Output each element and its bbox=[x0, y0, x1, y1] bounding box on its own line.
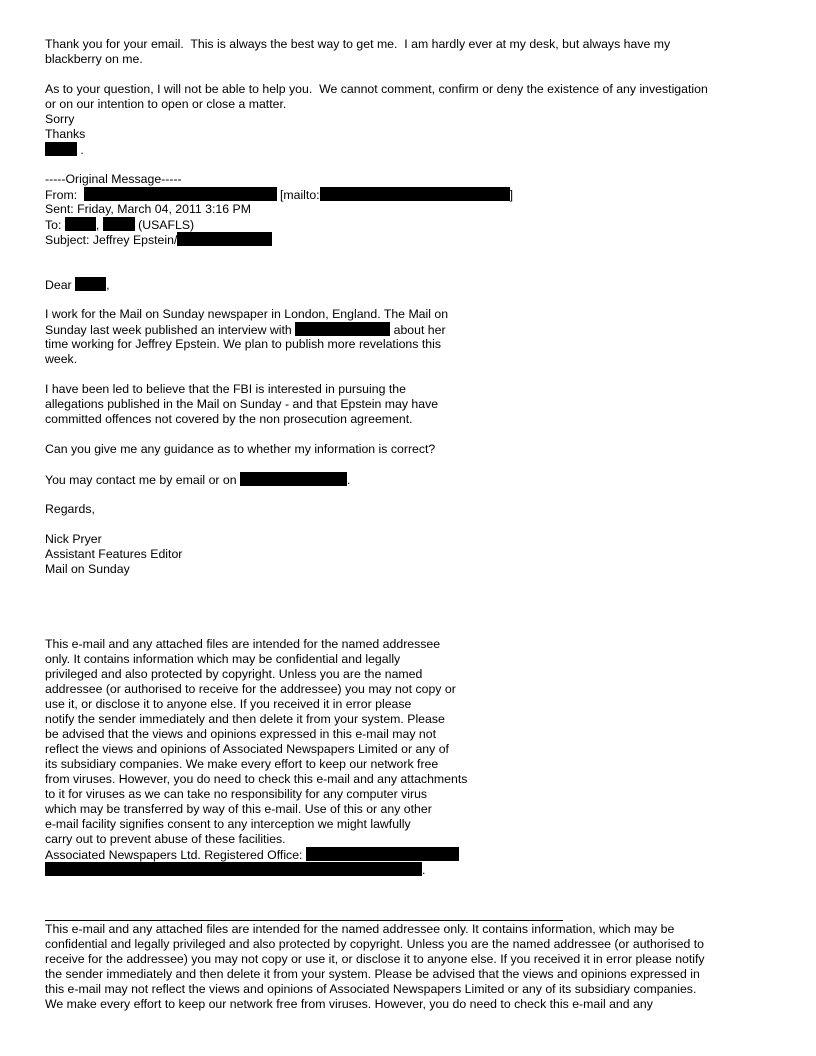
signature-name: Nick Pryer bbox=[45, 532, 102, 546]
disclaimer-line: carry out to prevent abuse of these facilities. bbox=[45, 832, 286, 846]
disclaimer-line: use it, or disclose it to anyone else. If you received it in error please bbox=[45, 697, 412, 711]
body-regards: Regards, bbox=[45, 502, 95, 516]
redaction-box bbox=[240, 472, 347, 486]
disclaimer2-line: This e-mail and any attached files are intended for the named addressee only. It contains information, which may be bbox=[45, 922, 675, 936]
redaction-box bbox=[75, 277, 106, 291]
disclaimer2-line: this e-mail may not reflect the views and opinions of Associated Newspapers Limited or any of its subsidiary companies. bbox=[45, 982, 697, 996]
body-paragraph-line: committed offences not covered by the non prosecution agreement. bbox=[45, 412, 413, 426]
disclaimer-line: notify the sender immediately and then delete it from your system. Please bbox=[45, 712, 445, 726]
disclaimer-line: This e-mail and any attached files are intended for the named addressee bbox=[45, 637, 441, 651]
disclaimer2-line: confidential and legally privileged and also protected by copyright. Unless you are the named addressee (or authorised to bbox=[45, 937, 704, 951]
body-paragraph-line: Sunday last week published an interview with about her bbox=[45, 323, 446, 337]
signature-publication: Mail on Sunday bbox=[45, 562, 130, 576]
disclaimer-line: addressee (or authorised to receive for the addressee) you may not copy or bbox=[45, 682, 456, 696]
body-paragraph-line: time working for Jeffrey Epstein. We plan to publish more revelations this bbox=[45, 337, 441, 351]
to-line: To: , (USAFLS) bbox=[45, 218, 195, 232]
reply-thanks: Thanks bbox=[45, 127, 86, 141]
disclaimer-line: from viruses. However, you do need to check this e-mail and any attachments bbox=[45, 772, 468, 786]
redaction-box bbox=[65, 217, 96, 231]
reply-line: Thank you for your email. This is always the best way to get me. I am hardly ever at my desk, but always have my bbox=[45, 37, 671, 51]
sent-line: Sent: Friday, March 04, 2011 3:16 PM bbox=[45, 202, 251, 216]
reply-sorry: Sorry bbox=[45, 112, 75, 126]
disclaimer-line: reflect the views and opinions of Associated Newspapers Limited or any of bbox=[45, 742, 449, 756]
body-question: Can you give me any guidance as to whether my information is correct? bbox=[45, 442, 436, 456]
disclaimer-line: its subsidiary companies. We make every effort to keep our network free bbox=[45, 757, 439, 771]
redaction-box bbox=[45, 862, 422, 876]
disclaimer-line: to it for viruses as we can take no responsibility for any computer virus bbox=[45, 787, 428, 801]
disclaimer-line: e-mail facility signifies consent to any interception we might lawfully bbox=[45, 817, 411, 831]
body-paragraph-line: week. bbox=[45, 352, 78, 366]
signature-title: Assistant Features Editor bbox=[45, 547, 183, 561]
redaction-box bbox=[306, 847, 459, 861]
disclaimer-line: which may be transferred by way of this e-mail. Use of this or any other bbox=[45, 802, 432, 816]
redaction-box bbox=[177, 232, 272, 246]
reply-signoff: . bbox=[45, 142, 775, 157]
greeting: Dear , bbox=[45, 278, 110, 292]
disclaimer-line: only. It contains information which may be confidential and legally bbox=[45, 652, 401, 666]
redaction-box bbox=[295, 322, 390, 336]
registered-office-line: Associated Newspapers Ltd. Registered Office: bbox=[45, 847, 775, 862]
disclaimer-line: be advised that the views and opinions expressed in this e-mail may not bbox=[45, 727, 436, 741]
registered-office-address: . bbox=[45, 862, 775, 877]
body-contact-line: You may contact me by email or on . bbox=[45, 473, 351, 487]
subject-line: Subject: Jeffrey Epstein/ bbox=[45, 232, 775, 247]
reply-answer-line: or on our intention to open or close a matter. bbox=[45, 97, 287, 111]
disclaimer2-line: We make every effort to keep our network free from viruses. However, you do need to check this e-mail and any bbox=[45, 997, 653, 1011]
reply-answer-line: As to your question, I will not be able to help you. We cannot comment, confirm or deny the existence of any investigation bbox=[45, 82, 708, 96]
body-paragraph-line: I have been led to believe that the FBI is interested in pursuing the bbox=[45, 382, 406, 396]
from-line: From: [mailto: ] bbox=[45, 188, 514, 202]
redaction-box bbox=[45, 142, 77, 156]
disclaimer2-line: receive for the addressee) you may not copy or use it, or disclose it to anyone else. If you received it in error please notify bbox=[45, 952, 705, 966]
redaction-box bbox=[84, 187, 277, 201]
separator-line bbox=[45, 920, 563, 921]
redaction-box bbox=[320, 187, 510, 201]
disclaimer-line: privileged and also protected by copyright. Unless you are the named bbox=[45, 667, 423, 681]
redaction-box bbox=[103, 217, 135, 231]
email-document bbox=[45, 37, 775, 1012]
original-message-header: -----Original Message----- bbox=[45, 172, 182, 186]
disclaimer2-line: the sender immediately and then delete it from your system. Please be advised that the views and opinions expressed in bbox=[45, 967, 700, 981]
body-paragraph-line: allegations published in the Mail on Sunday - and that Epstein may have bbox=[45, 397, 439, 411]
reply-line: blackberry on me. bbox=[45, 52, 143, 66]
body-paragraph-line: I work for the Mail on Sunday newspaper in London, England. The Mail on bbox=[45, 307, 449, 321]
